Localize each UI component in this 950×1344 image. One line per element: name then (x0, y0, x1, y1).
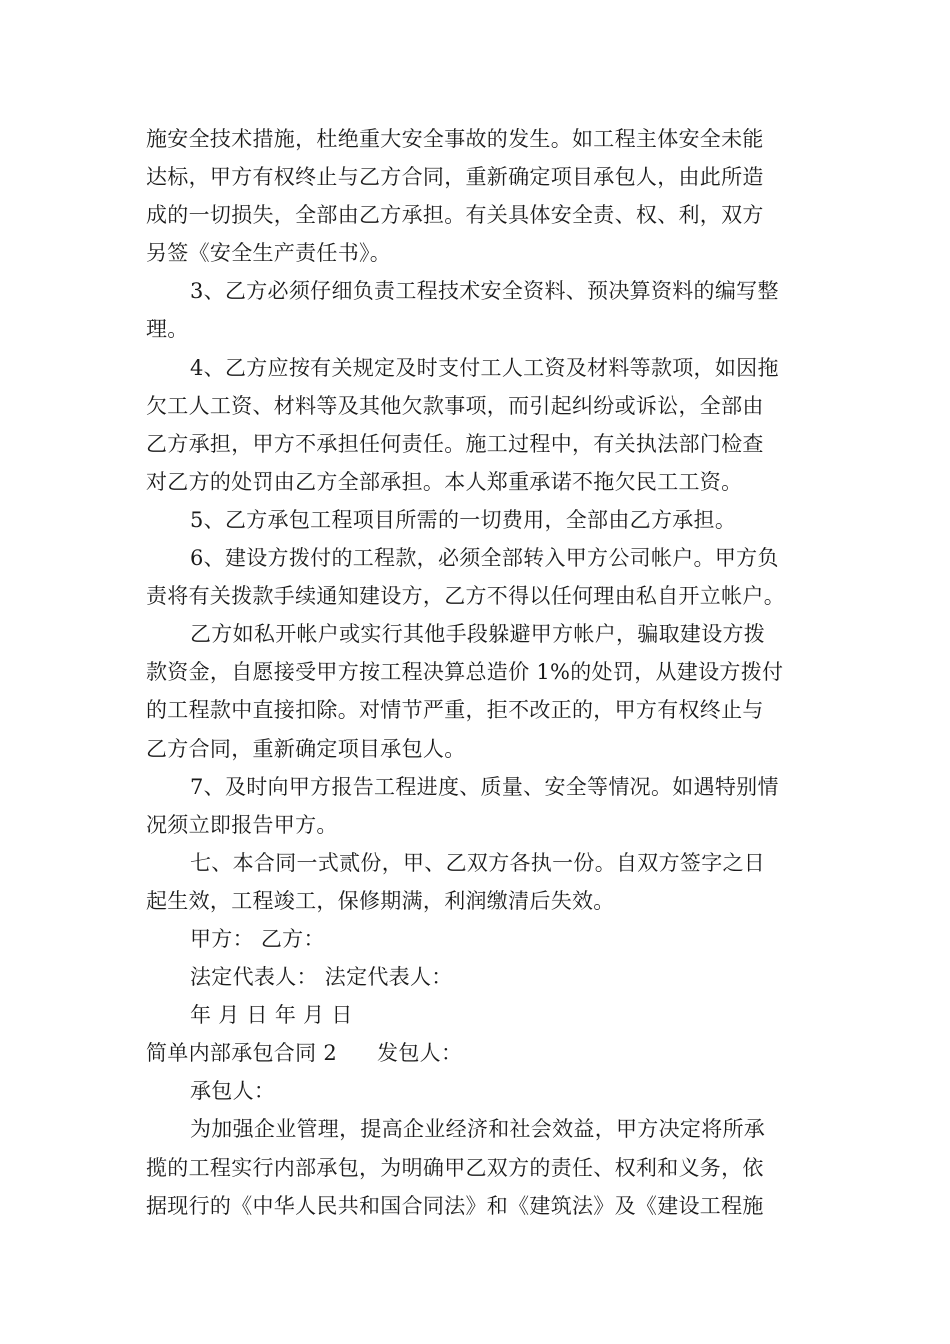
text-line: 承包人： (190, 1079, 276, 1104)
section-heading (146, 1034, 812, 1072)
contract-text-block (146, 120, 812, 1034)
text-line: 乙方承担，甲方不承担任何责任。施工过程中，有关执法部门检查 (146, 431, 764, 456)
text-line: 对乙方的处罚由乙方全部承担。本人郑重承诺不拖欠民工工资。 (146, 469, 743, 494)
contract-text-block-2 (146, 1072, 812, 1224)
text-line: 另签《安全生产责任书》。 (146, 241, 392, 266)
text-line: 施安全技术措施，杜绝重大安全事故的发生。如工程主体安全未能 (146, 127, 764, 151)
text-line: 理。 (146, 317, 189, 342)
text-line: 4、乙方应按有关规定及时支付工人工资及材料等款项，如因拖 (190, 355, 779, 380)
text-line: 乙方如私开帐户或实行其他手段躲避甲方帐户，骗取建设方拨 (190, 622, 766, 647)
text-line: 年 月 日 年 月 日 (190, 1003, 353, 1028)
text-line: 6、建设方拨付的工程款，必须全部转入甲方公司帐户。甲方负 (190, 546, 779, 571)
text-line: 起生效，工程竣工，保修期满，利润缴清后失效。 (146, 888, 615, 913)
text-line: 为加强企业管理，提高企业经济和社会效益，甲方决定将所承 (190, 1117, 766, 1142)
text-line: 乙方合同，重新确定项目承包人。 (146, 736, 466, 761)
text-line: 据现行的《中华人民共和国合同法》和《建筑法》及《建设工程施 (146, 1193, 764, 1218)
document-body (146, 120, 812, 1225)
text-line: 的工程款中直接扣除。对情节严重，拒不改正的，甲方有权终止与 (146, 698, 764, 723)
text-line: 达标，甲方有权终止与乙方合同，重新确定项目承包人，由此所造 (146, 165, 764, 190)
employer-label: 发包人： (377, 1041, 463, 1066)
text-line: 3、乙方必须仔细负责工程技术安全资料、预决算资料的编写整 (190, 279, 779, 304)
text-line: 5、乙方承包工程项目所需的一切费用，全部由乙方承担。 (190, 507, 737, 532)
text-line: 成的一切损失，全部由乙方承担。有关具体安全责、权、利，双方 (146, 203, 764, 228)
text-line: 揽的工程实行内部承包，为明确甲乙双方的责任、权利和义务，依 (146, 1155, 764, 1180)
text-line: 7、及时向甲方报告工程进度、质量、安全等情况。如遇特别情 (190, 774, 779, 799)
text-line: 七、本合同一式贰份，甲、乙双方各执一份。自双方签字之日 (190, 850, 766, 875)
contract-title: 简单内部承包合同 2 (146, 1041, 338, 1066)
text-line: 欠工人工资、材料等及其他欠款事项，而引起纠纷或诉讼，全部由 (146, 393, 764, 418)
text-line: 款资金，自愿接受甲方按工程决算总造价 1%的处罚，从建设方拨付 (146, 660, 784, 685)
text-line: 法定代表人： 法定代表人： (190, 965, 453, 990)
text-line: 责将有关拨款手续通知建设方，乙方不得以任何理由私自开立帐户。 (146, 584, 785, 609)
text-line: 况须立即报告甲方。 (146, 812, 338, 837)
text-line: 甲方： 乙方： (190, 926, 325, 951)
